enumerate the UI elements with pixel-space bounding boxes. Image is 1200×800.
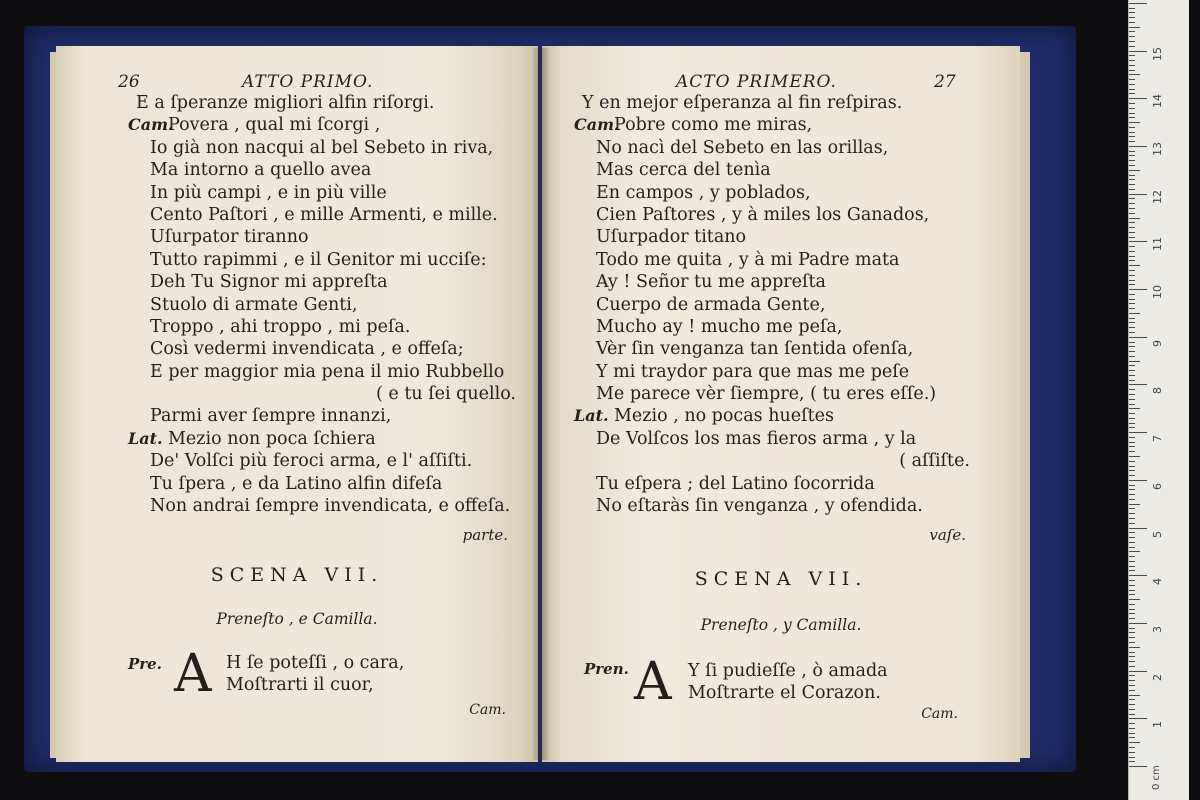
right-verse-line xyxy=(574,361,970,383)
ruler-tick xyxy=(1129,141,1135,142)
ruler-tick xyxy=(1129,513,1135,514)
ruler-tick xyxy=(1129,761,1135,762)
left-speaker-label: Lat. xyxy=(128,428,163,448)
ruler-number: 2 xyxy=(1151,673,1164,681)
ruler-tick xyxy=(1129,136,1135,137)
ruler-tick xyxy=(1129,637,1135,638)
ruler-tick xyxy=(1129,184,1135,185)
ruler-tick xyxy=(1129,647,1140,648)
ruler-tick xyxy=(1129,84,1135,85)
book-gutter xyxy=(532,48,550,760)
right-verse-line xyxy=(574,338,970,360)
right-verse-text: De Volſcos los mas fieros arma , y la xyxy=(596,428,917,449)
ruler-tick xyxy=(1129,346,1135,347)
ruler-tick xyxy=(1129,542,1135,543)
left-verse-line xyxy=(128,405,516,427)
right-verse-text: Tu eſpera ; del Latino ſocorrida xyxy=(596,473,875,494)
ruler-tick xyxy=(1129,413,1135,414)
left-verse-line xyxy=(128,361,516,383)
ruler-tick xyxy=(1129,122,1140,123)
ruler-tick xyxy=(1129,237,1135,238)
right-page-number: 27 xyxy=(934,72,956,92)
ruler-tick xyxy=(1129,260,1135,261)
ruler-tick xyxy=(1129,151,1135,152)
ruler-tick xyxy=(1129,70,1135,71)
left-verse-text: E a ſperanze migliori alfin riſorgi. xyxy=(136,93,435,113)
ruler-tick xyxy=(1129,46,1135,47)
ruler-tick xyxy=(1129,132,1135,133)
left-catchword: Cam. xyxy=(469,702,506,718)
right-verse-text: Me parece vèr ſiempre, ( tu eres eſſe.) xyxy=(596,384,937,405)
ruler-tick xyxy=(1129,299,1135,300)
ruler-tick xyxy=(1129,322,1135,323)
ruler-tick xyxy=(1129,652,1135,653)
ruler-tick xyxy=(1129,551,1140,552)
left-verse-text: Povera , qual mi ſcorgi , xyxy=(168,115,381,136)
right-verse-line xyxy=(574,159,970,181)
right-verse-line xyxy=(574,182,970,204)
ruler-tick xyxy=(1129,351,1135,352)
right-verse-text: Todo me quita , y à mi Padre mata xyxy=(596,249,900,270)
ruler-tick xyxy=(1129,666,1135,667)
ruler-tick xyxy=(1129,604,1135,605)
ruler-tick xyxy=(1129,160,1135,161)
ruler-tick xyxy=(1129,356,1135,357)
ruler-tick xyxy=(1129,504,1140,505)
left-verse-text: ( e tu ſei quello. xyxy=(376,384,516,405)
left-verse-text: Ma intorno a quello avea xyxy=(150,160,372,181)
right-verse-line xyxy=(574,271,970,293)
right-verse-line xyxy=(574,137,970,159)
ruler-tick xyxy=(1129,284,1135,285)
right-opening-line: Y ſi pudieſſe , ò amada xyxy=(688,661,888,681)
right-verse-line xyxy=(574,294,970,316)
right-verse-text: Y en mejor eſperanza al fin reſpiras. xyxy=(582,93,903,113)
left-verse-text: De' Volſci più feroci arma, e l' aſſiſti. xyxy=(150,451,473,472)
right-verse-text: Ay ! Señor tu me appreſta xyxy=(596,272,826,293)
left-verse-line xyxy=(128,226,516,248)
ruler-tick xyxy=(1129,218,1140,219)
ruler-tick xyxy=(1129,404,1135,405)
measuring-ruler xyxy=(1128,0,1189,800)
right-drop-cap: A xyxy=(634,652,672,712)
ruler-tick xyxy=(1129,41,1135,42)
ruler-tick xyxy=(1129,108,1135,109)
right-verse-text: Cien Paſtores , y à miles los Ganados, xyxy=(596,204,930,225)
ruler-tick xyxy=(1129,485,1135,486)
ruler-number: 5 xyxy=(1151,530,1164,538)
left-verse-text: Non andrai ſempre invendicata, e offeſa. xyxy=(150,496,511,517)
ruler-tick xyxy=(1129,194,1147,195)
right-speaker-label: Lat. xyxy=(574,406,609,426)
ruler-tick xyxy=(1129,370,1135,371)
ruler-tick xyxy=(1129,442,1135,443)
ruler-tick xyxy=(1129,270,1135,271)
ruler-tick xyxy=(1129,203,1135,204)
ruler-unit-label: 0 cm xyxy=(1151,765,1162,790)
ruler-number: 14 xyxy=(1151,94,1164,109)
left-verse-text: Uſurpator tiranno xyxy=(150,227,309,248)
left-verse-text: Deh Tu Signor mi appreſta xyxy=(150,272,388,293)
ruler-tick xyxy=(1129,389,1135,390)
ruler-tick xyxy=(1129,427,1135,428)
ruler-tick xyxy=(1129,475,1135,476)
left-verse-line xyxy=(128,92,516,114)
ruler-tick xyxy=(1129,675,1135,676)
ruler-tick xyxy=(1129,733,1135,734)
ruler-number: 8 xyxy=(1151,387,1164,395)
ruler-tick xyxy=(1129,294,1135,295)
left-page xyxy=(56,46,538,762)
ruler-tick xyxy=(1129,757,1135,758)
ruler-tick xyxy=(1129,303,1135,304)
ruler-number: 13 xyxy=(1151,141,1164,156)
ruler-tick xyxy=(1129,470,1135,471)
left-verse-line xyxy=(128,495,516,517)
right-scene-title: SCENA VII. xyxy=(694,568,868,590)
ruler-tick xyxy=(1129,327,1135,328)
ruler-tick xyxy=(1129,146,1147,147)
ruler-tick xyxy=(1129,461,1135,462)
ruler-tick xyxy=(1129,742,1140,743)
ruler-number: 4 xyxy=(1151,578,1164,586)
right-verse-text: Mezio , no pocas hueſtes xyxy=(614,406,834,427)
ruler-tick xyxy=(1129,31,1135,32)
ruler-tick xyxy=(1129,423,1135,424)
ruler-tick xyxy=(1129,165,1135,166)
ruler-number: 6 xyxy=(1151,482,1164,490)
ruler-tick xyxy=(1129,232,1135,233)
ruler-tick xyxy=(1129,456,1140,457)
ruler-tick xyxy=(1129,89,1135,90)
ruler-tick xyxy=(1129,394,1135,395)
ruler-tick xyxy=(1129,241,1147,242)
ruler-tick xyxy=(1129,280,1135,281)
ruler-tick xyxy=(1129,699,1135,700)
ruler-tick xyxy=(1129,690,1135,691)
left-verse-line xyxy=(128,316,516,338)
right-opening-line: Moſtrarte el Corazon. xyxy=(688,683,881,703)
right-verse-text: Y mi traydor para que mas me peſe xyxy=(596,361,910,382)
left-verse-text: Mezio non poca ſchiera xyxy=(168,428,376,449)
ruler-tick xyxy=(1129,342,1135,343)
left-verse-line xyxy=(128,271,516,293)
left-verse-text: Tu ſpera , e da Latino alfin difeſa xyxy=(150,473,443,494)
left-verse-text: Troppo , ahi troppo , mi peſa. xyxy=(150,316,411,337)
left-opening-line: Moſtrarti il cuor, xyxy=(226,675,374,695)
ruler-tick xyxy=(1129,661,1135,662)
ruler-tick xyxy=(1129,451,1135,452)
ruler-tick xyxy=(1129,618,1135,619)
ruler-tick xyxy=(1129,170,1140,171)
ruler-tick xyxy=(1129,55,1135,56)
ruler-tick xyxy=(1129,632,1135,633)
ruler-tick xyxy=(1129,74,1140,75)
ruler-tick xyxy=(1129,695,1140,696)
ruler-tick xyxy=(1129,113,1135,114)
ruler-tick xyxy=(1129,580,1135,581)
left-verse-line xyxy=(128,137,516,159)
right-verse-line xyxy=(574,316,970,338)
right-opening-speaker: Pren. xyxy=(584,660,629,678)
right-verse-text: Mas cerca del tenìa xyxy=(596,160,771,181)
right-opening-verse xyxy=(688,660,888,704)
ruler-tick xyxy=(1129,208,1135,209)
ruler-tick xyxy=(1129,408,1140,409)
right-verse-line xyxy=(574,226,970,248)
left-verse-line xyxy=(128,114,516,136)
ruler-tick xyxy=(1129,313,1140,314)
right-verse-text: En campos , y poblados, xyxy=(596,182,811,203)
ruler-tick xyxy=(1129,594,1135,595)
ruler-tick xyxy=(1129,117,1135,118)
ruler-tick xyxy=(1129,222,1135,223)
ruler-number: 1 xyxy=(1151,721,1164,729)
left-verse-text: Stuolo di armate Genti, xyxy=(150,294,358,315)
left-opening-line: H ſe poteſſi , o cara, xyxy=(226,653,405,673)
left-drop-cap: A xyxy=(174,644,212,704)
ruler-tick xyxy=(1129,766,1147,767)
left-verse-text: E per maggior mia pena il mio Rubbello xyxy=(150,361,505,382)
right-verse-text: No nacì del Sebeto en las orillas, xyxy=(596,137,889,158)
ruler-tick xyxy=(1129,275,1135,276)
left-verse-line xyxy=(128,204,516,226)
ruler-tick xyxy=(1129,561,1135,562)
right-verse-text: Vèr ſin venganza tan ſentida ofenſa, xyxy=(596,339,914,360)
right-verse-text: No eſtaràs ſin venganza , y ofendida. xyxy=(596,496,923,517)
ruler-tick xyxy=(1129,3,1147,4)
ruler-tick xyxy=(1129,79,1135,80)
ruler-tick xyxy=(1129,189,1135,190)
ruler-tick xyxy=(1129,566,1135,567)
right-verse-text: ( aſſiſte. xyxy=(899,451,970,472)
ruler-tick xyxy=(1129,27,1140,28)
ruler-tick xyxy=(1129,365,1135,366)
ruler-tick xyxy=(1129,265,1140,266)
ruler-tick xyxy=(1129,613,1135,614)
ruler-tick xyxy=(1129,499,1135,500)
ruler-tick xyxy=(1129,489,1135,490)
ruler-tick xyxy=(1129,623,1147,624)
ruler-tick xyxy=(1129,399,1135,400)
right-verse-line xyxy=(574,114,970,136)
ruler-tick xyxy=(1129,227,1135,228)
ruler-number: 9 xyxy=(1151,339,1164,347)
ruler-tick xyxy=(1129,256,1135,257)
ruler-tick xyxy=(1129,480,1147,481)
left-scene-characters: Preneſto , e Camilla. xyxy=(216,610,378,628)
ruler-tick xyxy=(1129,418,1135,419)
ruler-tick xyxy=(1129,12,1135,13)
ruler-tick xyxy=(1129,175,1135,176)
ruler-tick xyxy=(1129,685,1135,686)
ruler-tick xyxy=(1129,609,1135,610)
right-verse-line xyxy=(574,405,970,427)
left-verse-line xyxy=(128,473,516,495)
ruler-tick xyxy=(1129,8,1135,9)
ruler-tick xyxy=(1129,337,1147,338)
ruler-tick xyxy=(1129,213,1135,214)
right-catchword: Cam. xyxy=(921,706,958,722)
ruler-tick xyxy=(1129,251,1135,252)
ruler-tick xyxy=(1129,437,1135,438)
ruler-number: 10 xyxy=(1151,285,1164,299)
ruler-tick xyxy=(1129,60,1135,61)
left-verse-text: Parmi aver ſempre innanzi, xyxy=(150,406,392,427)
ruler-tick xyxy=(1129,508,1135,509)
right-exit-note: vaſe. xyxy=(929,526,966,544)
ruler-tick xyxy=(1129,36,1135,37)
right-verse-line xyxy=(574,249,970,271)
left-speaker-label: Cam. xyxy=(128,115,174,135)
right-verse-text: Mucho ay ! mucho me peſa, xyxy=(596,316,843,337)
left-verse-line xyxy=(128,450,516,472)
ruler-number: 3 xyxy=(1151,625,1164,633)
ruler-tick xyxy=(1129,680,1135,681)
right-verse-line xyxy=(574,450,970,472)
ruler-tick xyxy=(1129,375,1135,376)
ruler-tick xyxy=(1129,446,1135,447)
right-text-block xyxy=(574,92,970,517)
ruler-tick xyxy=(1129,466,1135,467)
right-verse-line xyxy=(574,428,970,450)
ruler-tick xyxy=(1129,752,1135,753)
ruler-tick xyxy=(1129,599,1140,600)
ruler-tick xyxy=(1129,737,1135,738)
ruler-tick xyxy=(1129,127,1135,128)
ruler-number: 15 xyxy=(1151,46,1164,61)
ruler-tick xyxy=(1129,380,1135,381)
left-verse-line xyxy=(128,294,516,316)
ruler-tick xyxy=(1129,656,1135,657)
ruler-tick xyxy=(1129,98,1147,99)
left-exit-note: parte. xyxy=(462,526,508,544)
left-page-number: 26 xyxy=(118,72,140,92)
right-verse-line xyxy=(574,383,970,405)
left-text-block xyxy=(128,92,516,517)
left-verse-text: Io già non nacqui al bel Sebeto in riva, xyxy=(150,137,494,158)
left-verse-line xyxy=(128,159,516,181)
ruler-tick xyxy=(1129,528,1147,529)
ruler-tick xyxy=(1129,556,1135,557)
ruler-tick xyxy=(1129,642,1135,643)
ruler-tick xyxy=(1129,318,1135,319)
ruler-tick xyxy=(1129,671,1147,672)
left-verse-line xyxy=(128,428,516,450)
ruler-tick xyxy=(1129,155,1135,156)
right-verse-text: Cuerpo de armada Gente, xyxy=(596,294,826,315)
ruler-tick xyxy=(1129,432,1147,433)
ruler-tick xyxy=(1129,51,1147,52)
right-verse-text: Pobre como me miras, xyxy=(614,115,813,136)
left-running-head: ATTO PRIMO. xyxy=(242,72,374,92)
ruler-tick xyxy=(1129,246,1135,247)
right-verse-line xyxy=(574,495,970,517)
ruler-tick xyxy=(1129,518,1135,519)
ruler-tick xyxy=(1129,723,1135,724)
ruler-tick xyxy=(1129,575,1147,576)
left-verse-text: Così vedermi invendicata , e offeſa; xyxy=(150,339,464,360)
ruler-number: 11 xyxy=(1151,237,1164,252)
ruler-tick xyxy=(1129,198,1135,199)
ruler-tick xyxy=(1129,585,1135,586)
ruler-tick xyxy=(1129,332,1135,333)
ruler-tick xyxy=(1129,494,1135,495)
ruler-tick xyxy=(1129,628,1135,629)
ruler-tick xyxy=(1129,547,1135,548)
right-verse-line xyxy=(574,92,970,114)
ruler-tick xyxy=(1129,22,1135,23)
left-verse-line xyxy=(128,182,516,204)
ruler-tick xyxy=(1129,718,1147,719)
left-verse-text: Tutto rapimmi , e il Genitor mi ucciſe: xyxy=(150,249,487,270)
left-verse-text: Cento Paſtori , e mille Armenti, e mille. xyxy=(150,204,498,225)
right-scene-characters: Preneſto , y Camilla. xyxy=(700,616,862,634)
left-scene-title: SCENA VII. xyxy=(210,564,384,586)
right-verse-text: Uſurpador titano xyxy=(596,227,747,248)
left-opening-speaker: Pre. xyxy=(128,655,162,673)
ruler-tick xyxy=(1129,714,1135,715)
ruler-tick xyxy=(1129,709,1135,710)
right-running-head: ACTO PRIMERO. xyxy=(676,72,837,92)
left-verse-line xyxy=(128,249,516,271)
ruler-tick xyxy=(1129,747,1135,748)
ruler-tick xyxy=(1129,308,1135,309)
right-speaker-label: Cam. xyxy=(574,115,620,135)
left-verse-line xyxy=(128,383,516,405)
right-verse-line xyxy=(574,473,970,495)
left-verse-line xyxy=(128,338,516,360)
left-opening-verse xyxy=(226,652,404,696)
right-page xyxy=(542,46,1020,762)
right-verse-line xyxy=(574,204,970,226)
ruler-tick xyxy=(1129,179,1135,180)
ruler-tick xyxy=(1129,65,1135,66)
ruler-tick xyxy=(1129,532,1135,533)
ruler-tick xyxy=(1129,590,1135,591)
ruler-tick xyxy=(1129,93,1135,94)
ruler-tick xyxy=(1129,361,1140,362)
left-verse-text: In più campi , e in più ville xyxy=(150,182,387,203)
ruler-tick xyxy=(1129,704,1135,705)
ruler-tick xyxy=(1129,570,1135,571)
ruler-tick xyxy=(1129,103,1135,104)
ruler-number: 12 xyxy=(1151,189,1164,204)
ruler-tick xyxy=(1129,17,1135,18)
ruler-tick xyxy=(1129,728,1135,729)
ruler-tick xyxy=(1129,384,1147,385)
ruler-tick xyxy=(1129,289,1147,290)
ruler-tick xyxy=(1129,537,1135,538)
ruler-tick xyxy=(1129,523,1135,524)
ruler-number: 7 xyxy=(1151,435,1164,443)
